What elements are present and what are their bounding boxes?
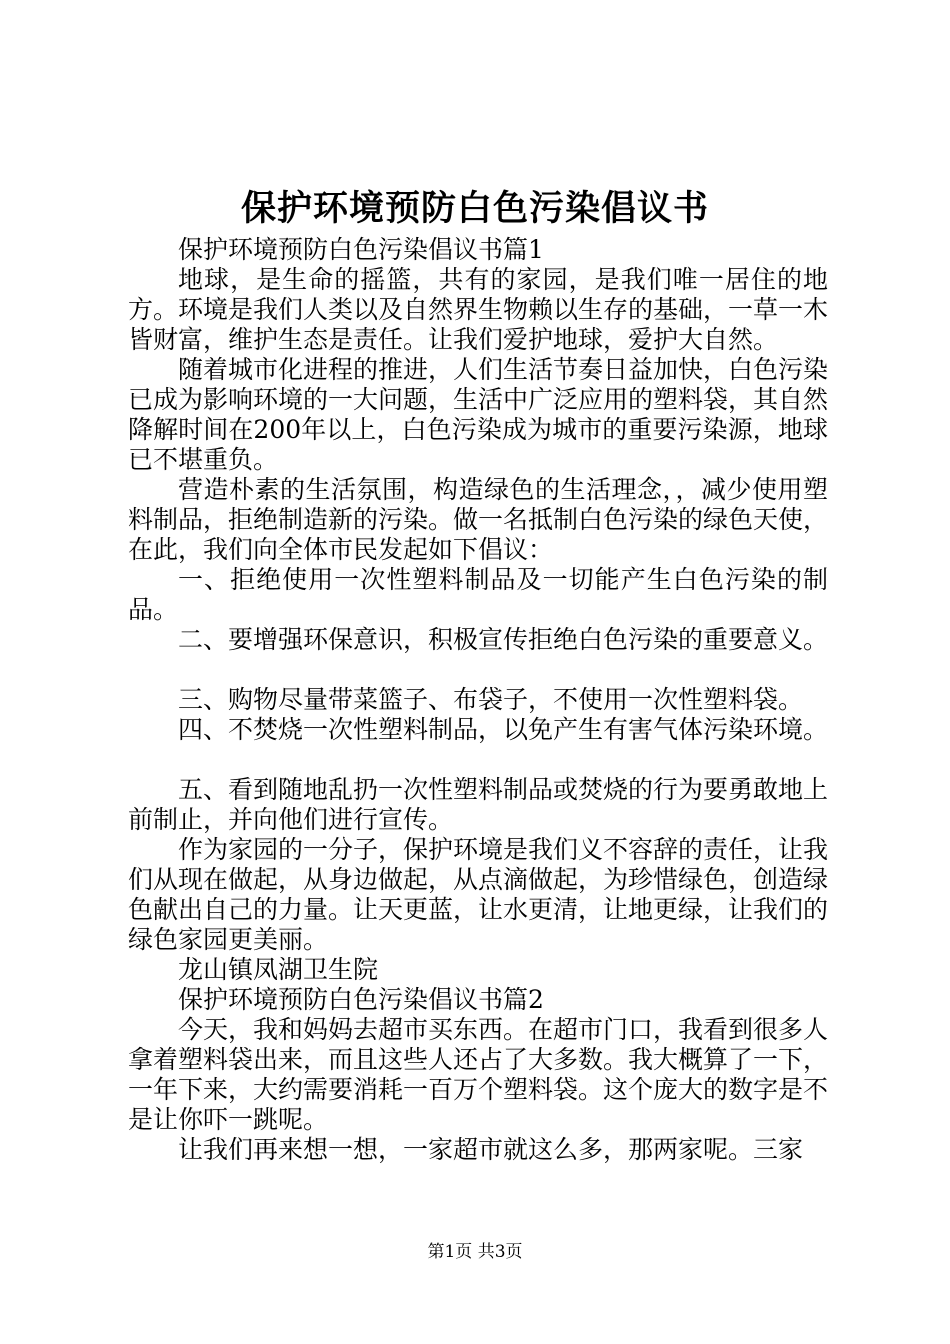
paragraph: 营造朴素的生活氛围，构造绿色的生活理念，，减少使用塑料制品，拒绝制造新的污染。做一名抵制白色污染的绿色天使，在此，我们向全体市民发起如下倡议： xyxy=(128,475,829,564)
list-item: 五、看到随地乱扔一次性塑料制品或焚烧的行为要勇敢地上前制止，并向他们进行宣传。 xyxy=(128,775,829,834)
page-footer: 第1页 共3页 xyxy=(427,1242,523,1262)
paragraph: 今天，我和妈妈去超市买东西。在超市门口，我看到很多人拿着塑料袋出来，而且这些人还占了大多数。我大概算了一下，一年下来，大约需要消耗一百万个塑料袋。这个庞大的数字是不是让你吓一跳呢。 xyxy=(128,1015,829,1134)
list-item: 一、拒绝使用一次性塑料制品及一切能产生白色污染的制品。 xyxy=(128,565,828,624)
paragraph: 作为家园的一分子，保护环境是我们义不容辞的责任，让我们从现在做起，从身边做起，从点滴做起，为珍惜绿色，创造绿色献出自己的力量。让天更蓝，让水更清，让地更绿，让我们的绿色家园更美丽。 xyxy=(128,835,829,954)
list-item: 二、要增强环保意识，积极宣传拒绝白色污染的重要意义。 xyxy=(178,625,829,654)
paragraph: 随着城市化进程的推进，人们生活节奏日益加快，白色污染已成为影响环境的一大问题，生活中广泛应用的塑料袋，其自然降解时间在200年以上，白色污染成为城市的重要污染源，地球已不堪重负。 xyxy=(128,355,829,474)
list-item: 三、购物尽量带菜篮子、布袋子，不使用一次性塑料袋。 xyxy=(178,685,804,714)
document-body xyxy=(128,235,828,1165)
document-title: 保护环境预防白色污染倡议书 xyxy=(240,188,709,229)
paragraph: 地球，是生命的摇篮，共有的家园，是我们唯一居住的地方。环境是我们人类以及自然界生物赖以生存的基础，一草一木皆财富，维护生态是责任。让我们爱护地球，爱护大自然。 xyxy=(128,265,829,354)
section-heading: 保护环境预防白色污染倡议书篇2 xyxy=(178,985,544,1014)
signature: 龙山镇凤湖卫生院 xyxy=(178,955,379,984)
section-heading: 保护环境预防白色污染倡议书篇1 xyxy=(178,235,544,264)
paragraph: 让我们再来想一想，一家超市就这么多，那两家呢。三家 xyxy=(178,1135,804,1164)
list-item: 四、不焚烧一次性塑料制品，以免产生有害气体污染环境。 xyxy=(178,715,829,744)
